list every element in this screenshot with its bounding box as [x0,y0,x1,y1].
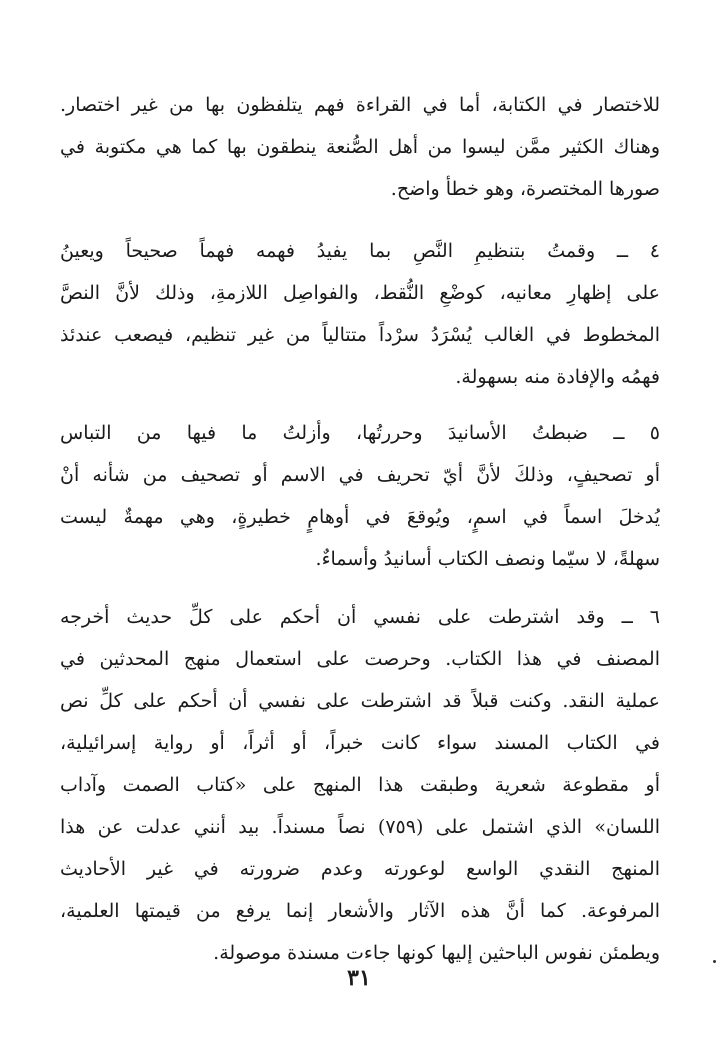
text-line: ٥ ــ ضبطتُ الأسانيدَ وحررتُها، وأزلتُ ما فيها من التباس [60,422,660,444]
text-line: اللسان» الذي اشتمل على (٧٥٩) نصاً مسنداً. بيد أنني عدلت عن هذا [60,816,660,838]
text-line: المخطوط في الغالب يُسْرَدُ سرْداً متتالياً من غير تنظيم، فيصعب عندئذ [60,324,660,346]
paragraph-2 [60,230,660,398]
text-line: يُدخلَ اسماً في اسمٍ، ويُوقعَ في أوهامٍ خطيرةٍ، وهي مهمةٌ ليست [60,506,660,528]
text-line: في الكتاب المسند سواء كانت خبراً، أو أثراً، أو رواية إسرائيلية، [60,732,660,754]
text-line: فهمُه والإفادة منه بسهولة. [455,366,660,388]
scan-speck [713,960,716,963]
text-line: ويطمئن نفوس الباحثين إليها كونها جاءت مسندة موصولة. [213,942,660,964]
paragraph-3 [60,412,660,580]
text-line: المرفوعة. كما أنَّ هذه الآثار والأشعار إنما يرفع من قيمتها العلمية، [60,900,660,922]
text-line: سهلةً، لا سيّما ونصف الكتاب أسانيدُ وأسماءٌ. [315,548,660,570]
paragraph-1 [60,84,660,210]
text-line: عملية النقد. وكنت قبلاً قد اشترطت على نفسي أن أحكم على كلِّ نص [60,690,660,712]
paragraph-4 [60,596,660,974]
text-line: ٦ ــ وقد اشترطت على نفسي أن أحكم على كلِّ حديث أخرجه [60,606,660,628]
text-line: وهناك الكثير ممَّن ليسوا من أهل الصُّنعة ينطقون بها كما هي مكتوبة في [60,136,660,158]
page-number: ٣١ [347,965,371,991]
text-line: أو مقطوعة شعرية وطبقت هذا المنهج على «كتاب الصمت وآداب [60,774,660,796]
text-line: ٤ ــ وقمتُ بتنظيمِ النَّصِ بما يفيدُ فهمه فهماً صحيحاً ويعينُ [60,240,660,262]
text-line: على إظهارِ معانيه، كوضْعِ النُّقط، والفواصِل اللازمةِ، وذلك لأنَّ النصَّ [60,282,660,304]
text-line: صورها المختصرة، وهو خطأ واضح. [390,178,660,200]
text-line: أو تصحيفٍ، وذلكَ لأنَّ أيّ تحريف في الاسم أو تصحيف من شأنه أنْ [60,464,660,486]
text-line: المصنف في هذا الكتاب. وحرصت على استعمال منهج المحدثين في [60,648,660,670]
text-line: للاختصار في الكتابة، أما في القراءة فهم يتلفظون بها من غير اختصار. [60,94,660,116]
text-line: المنهج النقدي الواسع لوعورته وعدم ضرورته في غير الأحاديث [60,858,660,880]
